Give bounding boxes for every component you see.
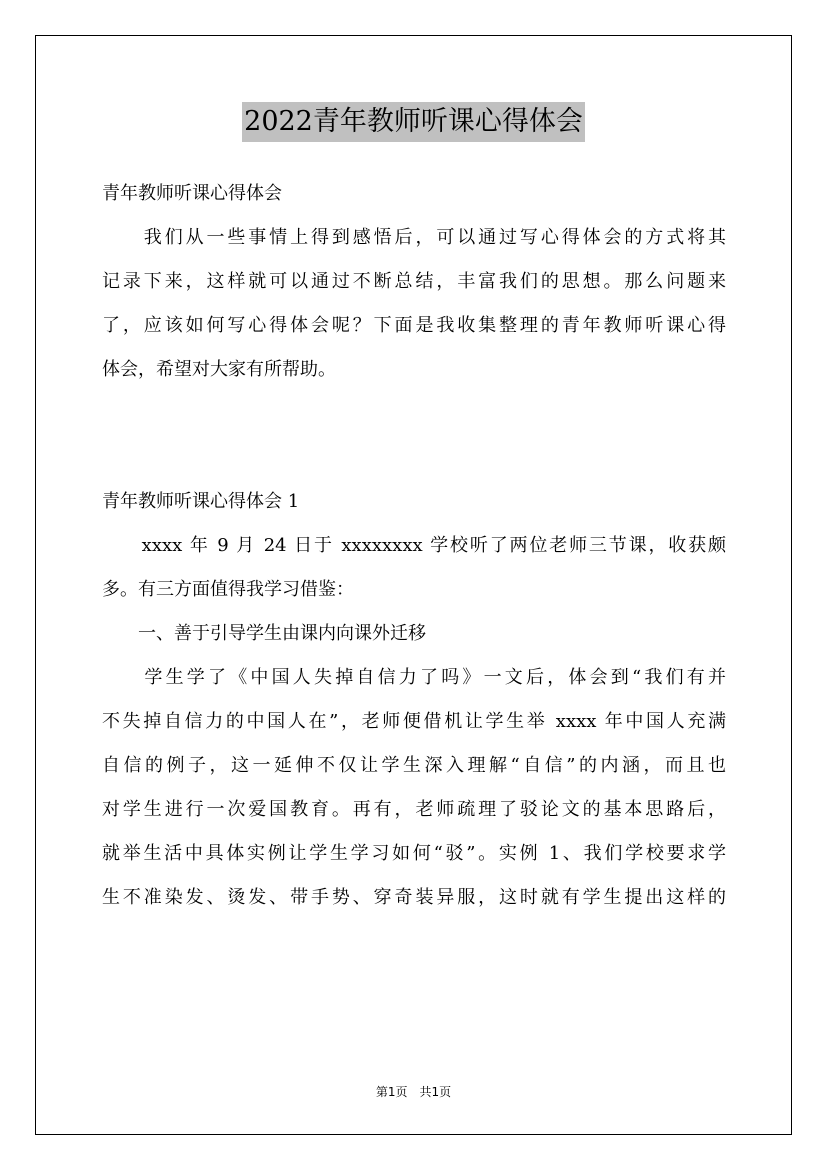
paragraph2-line-2: 不失掉自信力的中国人在”，老师便借机让学生举 xxxx 年中国人充满 — [102, 711, 726, 732]
paragraph-gap — [102, 392, 726, 480]
intro-line-4: 体会，希望对大家有所帮助。 — [102, 359, 336, 380]
paragraph1-line-1: xxxx 年 9 月 24 日于 xxxxxxxx 学校听了两位老师三节课，收获颇 — [102, 535, 726, 556]
document-body — [102, 172, 726, 920]
heading1-line: 一、善于引导学生由课内向课外迁移 — [102, 623, 426, 644]
paragraph2-line-4: 对学生进行一次爱国教育。再有，老师疏理了驳论文的基本思路后， — [102, 799, 726, 820]
paragraph2-line-3: 自信的例子，这一延伸不仅让学生深入理解“自信”的内涵，而且也 — [102, 755, 726, 776]
paragraph2-line-5: 就举生活中具体实例让学生学习如何“驳”。实例 1、我们学校要求学 — [102, 843, 726, 864]
intro-line-2: 记录下来，这样就可以通过不断总结，丰富我们的思想。那么问题来 — [102, 271, 726, 292]
paragraph2-line-1: 学生学了《中国人失掉自信力了吗》一文后，体会到“我们有并 — [102, 667, 726, 688]
page-footer: 第1页 共1页 — [375, 1085, 452, 1099]
document-title — [0, 100, 827, 142]
subtitle-line: 青年教师听课心得体会 — [102, 183, 282, 204]
paragraph1-line-2: 多。有三方面值得我学习借鉴： — [102, 579, 354, 600]
intro-line-1: 我们从一些事情上得到感悟后，可以通过写心得体会的方式将其 — [102, 227, 726, 248]
section-title-line: 青年教师听课心得体会 1 — [102, 491, 300, 512]
document-title-text: 2022青年教师听课心得体会 — [242, 102, 585, 142]
paragraph2-line-6: 生不准染发、烫发、带手势、穿奇装异服，这时就有学生提出这样的 — [102, 887, 726, 908]
intro-line-3: 了，应该如何写心得体会呢？下面是我收集整理的青年教师听课心得 — [102, 315, 726, 336]
